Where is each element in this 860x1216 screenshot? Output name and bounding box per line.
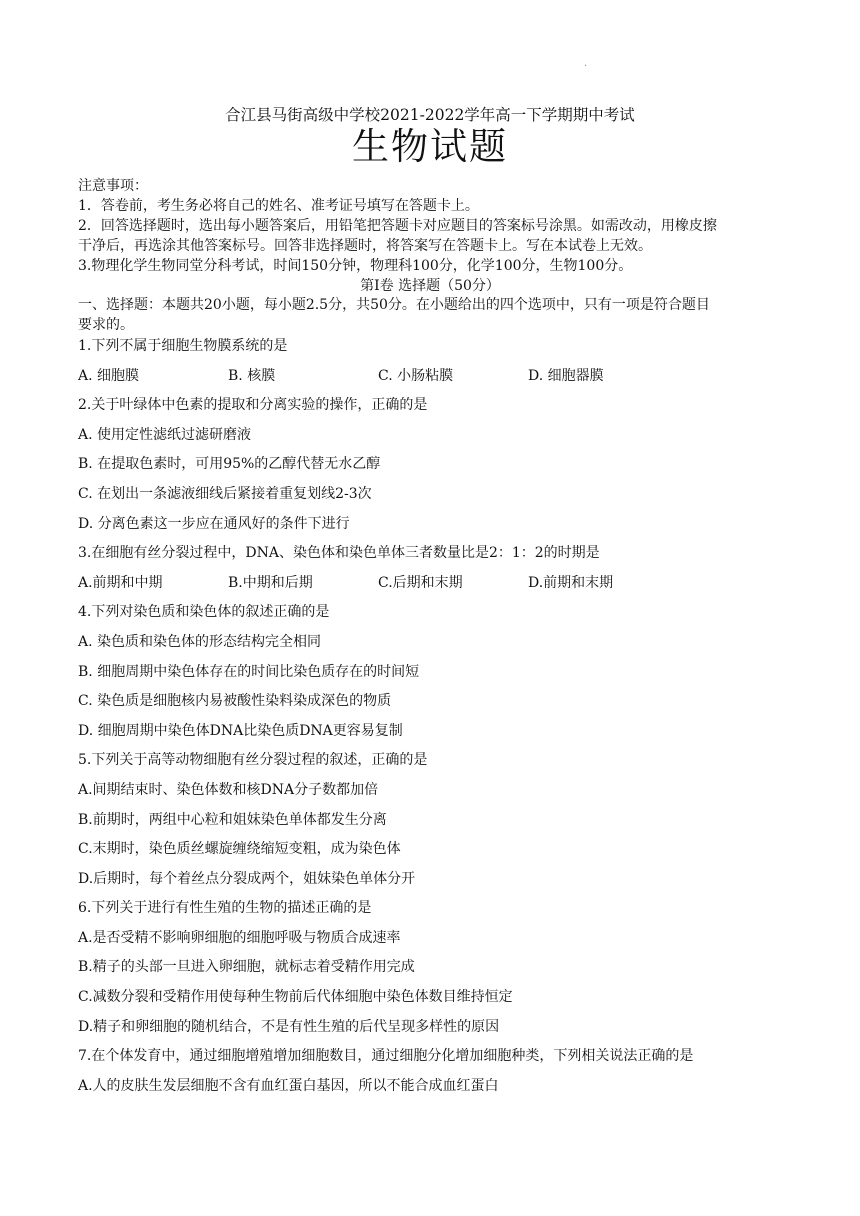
option: B.前期时，两组中心粒和姐妹染色单体都发生分离 <box>78 811 387 828</box>
notice-item: 干净后，再选涂其他答案标号。回答非选择题时，将答案写在答题卡上。写在本试卷上无效。 <box>78 238 652 254</box>
question-stem: 1.下列不属于细胞生物膜系统的是 <box>78 338 288 354</box>
option: A.是否受精不影响卵细胞的细胞呼吸与物质合成速率 <box>78 929 401 946</box>
question-list <box>78 332 798 1101</box>
intro-line: 要求的。 <box>78 317 134 333</box>
option: A. 细胞膜 <box>78 367 140 384</box>
option: C.减数分裂和受精作用使每种生物前后代体细胞中染色体数目维持恒定 <box>78 989 513 1006</box>
option: C. 小肠粘膜 <box>378 367 454 384</box>
question-stem: 3.在细胞有丝分裂过程中，DNA、染色体和染色单体三者数量比是2：1：2的时期是 <box>78 545 600 562</box>
option: A.前期和中期 <box>78 574 163 591</box>
option: B.中期和后期 <box>228 574 313 591</box>
option: D.前期和末期 <box>528 574 614 591</box>
option: B. 核膜 <box>228 367 276 384</box>
question-stem: 4.下列对染色质和染色体的叙述正确的是 <box>78 604 330 621</box>
option: B. 细胞周期中染色体存在的时间比染色质存在的时间短 <box>78 663 420 680</box>
option: A.人的皮肤生发层细胞不含有血红蛋白基因，所以不能合成血红蛋白 <box>78 1077 499 1094</box>
option: A. 染色质和染色体的形态结构完全相同 <box>78 633 322 650</box>
exam-title: 生物试题 <box>352 125 508 168</box>
option: C.末期时，染色质丝螺旋缠绕缩短变粗，成为染色体 <box>78 841 401 858</box>
option: D.后期时，每个着丝点分裂成两个，姐妹染色单体分开 <box>78 870 416 887</box>
question-stem: 6.下列关于进行有性生殖的生物的描述正确的是 <box>78 900 372 917</box>
page-dot: . <box>584 58 588 69</box>
section-heading: 第Ⅰ卷 选择题（50分） <box>360 278 500 294</box>
question-stem: 2.关于叶绿体中色素的提取和分离实验的操作，正确的是 <box>78 397 428 414</box>
question-stem: 5.下列关于高等动物细胞有丝分裂过程的叙述，正确的是 <box>78 752 428 769</box>
intro-line: 一、选择题：本题共20小题，每小题2.5分，共50分。在小题给出的四个选项中，只有一项是符合题目 <box>78 297 710 313</box>
option: C. 染色质是细胞核内易被酸性染料染成深色的物质 <box>78 693 392 710</box>
notice-item: 3.物理化学生物同堂分科考试，时间150分钟，物理科100分，化学100分，生物100分。 <box>78 258 633 274</box>
question-stem: 7.在个体发育中，通过细胞增殖增加细胞数目，通过细胞分化增加细胞种类，下列相关说法正确的是 <box>78 1048 694 1065</box>
notice-item: 2．回答选择题时，选出每小题答案后，用铅笔把答题卡对应题目的答案标号涂黑。如需改动，用橡皮擦 <box>78 218 717 234</box>
option: A. 使用定性滤纸过滤研磨液 <box>78 426 252 443</box>
option: C.后期和末期 <box>378 574 463 591</box>
option: B.精子的头部一旦进入卵细胞，就标志着受精作用完成 <box>78 959 415 976</box>
options-row <box>78 569 798 599</box>
options-row <box>78 362 798 392</box>
option: D. 细胞周期中染色体DNA比染色质DNA更容易复制 <box>78 722 403 739</box>
option: A.间期结束时、染色体数和核DNA分子数都加倍 <box>78 781 379 798</box>
exam-subtitle: 合江县马街高级中学校2021-2022学年高一下学期期中考试 <box>225 106 635 124</box>
option: D. 细胞器膜 <box>528 367 604 384</box>
option: C. 在划出一条滤液细线后紧接着重复划线2-3次 <box>78 485 372 502</box>
option: D.精子和卵细胞的随机结合，不是有性生殖的后代呈现多样性的原因 <box>78 1018 500 1035</box>
notice-item: 1．答卷前，考生务必将自己的姓名、准考证号填写在答题卡上。 <box>78 198 479 214</box>
notice-heading: 注意事项： <box>78 178 148 194</box>
section-intro <box>78 295 778 335</box>
notice-block <box>78 176 778 276</box>
option: D. 分离色素这一步应在通风好的条件下进行 <box>78 515 350 532</box>
option: B. 在提取色素时，可用95%的乙醇代替无水乙醇 <box>78 456 381 473</box>
